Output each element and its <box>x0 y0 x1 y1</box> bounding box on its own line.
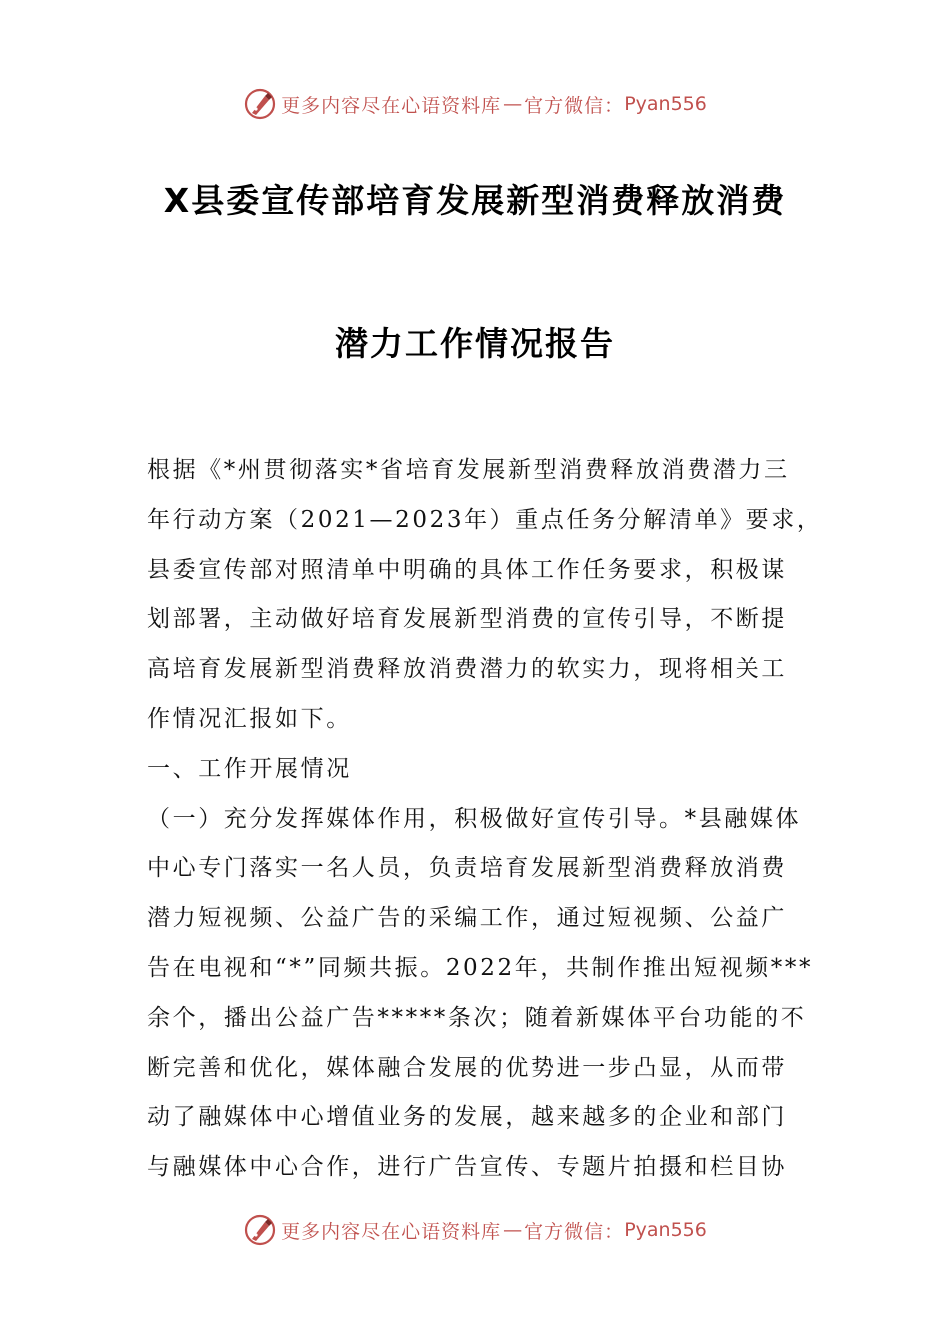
footer-banner <box>0 1208 950 1252</box>
banner-wechat-id: Pyan556 <box>624 93 707 115</box>
body-line: 告在电视和“*”同频共振。2022年，共制作推出短视频*** <box>147 954 814 981</box>
body-line: 断完善和优化，媒体融合发展的优势进一步凸显，从而带 <box>147 1054 787 1081</box>
body-line: 潜力短视频、公益广告的采编工作，通过短视频、公益广 <box>147 905 787 932</box>
body-line: 作情况汇报如下。 <box>147 705 352 732</box>
body-line: （一）充分发挥媒体作用，积极做好宣传引导。*县融媒体 <box>147 805 802 832</box>
body-line: 县委宣传部对照清单中明确的具体工作任务要求，积极谋 <box>147 556 787 583</box>
body-line: 动了融媒体中心增值业务的发展，越来越多的企业和部门 <box>147 1104 787 1131</box>
banner-separator: — <box>503 1219 523 1241</box>
body-line: 年行动方案（2021—2023年）重点任务分解清单》要求， <box>147 506 823 533</box>
banner-wechat-label: 官方微信： <box>524 1220 625 1243</box>
document-title-line-2: 潜力工作情况报告 <box>335 324 615 363</box>
document-body <box>147 446 823 1193</box>
banner-wechat-id: Pyan556 <box>624 1219 707 1241</box>
body-line: 余个，播出公益广告*****条次；随着新媒体平台功能的不 <box>147 1004 807 1031</box>
body-line: 中心专门落实一名人员，负责培育发展新型消费释放消费 <box>147 855 787 882</box>
body-line: 划部署，主动做好培育发展新型消费的宣传引导，不断提 <box>147 606 787 633</box>
banner-text: 更多内容尽在心语资料库 <box>281 94 502 117</box>
pen-nib-logo-icon <box>243 1213 277 1247</box>
banner-text: 更多内容尽在心语资料库 <box>281 1220 502 1243</box>
pen-nib-logo-icon <box>243 87 277 121</box>
body-line: 与融媒体中心合作，进行广告宣传、专题片拍摄和栏目协 <box>147 1154 787 1181</box>
banner-wechat-label: 官方微信： <box>524 94 625 117</box>
document-title-line-1: X县委宣传部培育发展新型消费释放消费 <box>163 181 787 220</box>
banner-separator: — <box>503 93 523 115</box>
section-heading: 一、工作开展情况 <box>147 755 352 782</box>
body-line: 高培育发展新型消费释放消费潜力的软实力，现将相关工 <box>147 656 787 683</box>
body-line: 根据《*州贯彻落实*省培育发展新型消费释放消费潜力三 <box>147 457 790 483</box>
header-banner <box>0 82 950 126</box>
